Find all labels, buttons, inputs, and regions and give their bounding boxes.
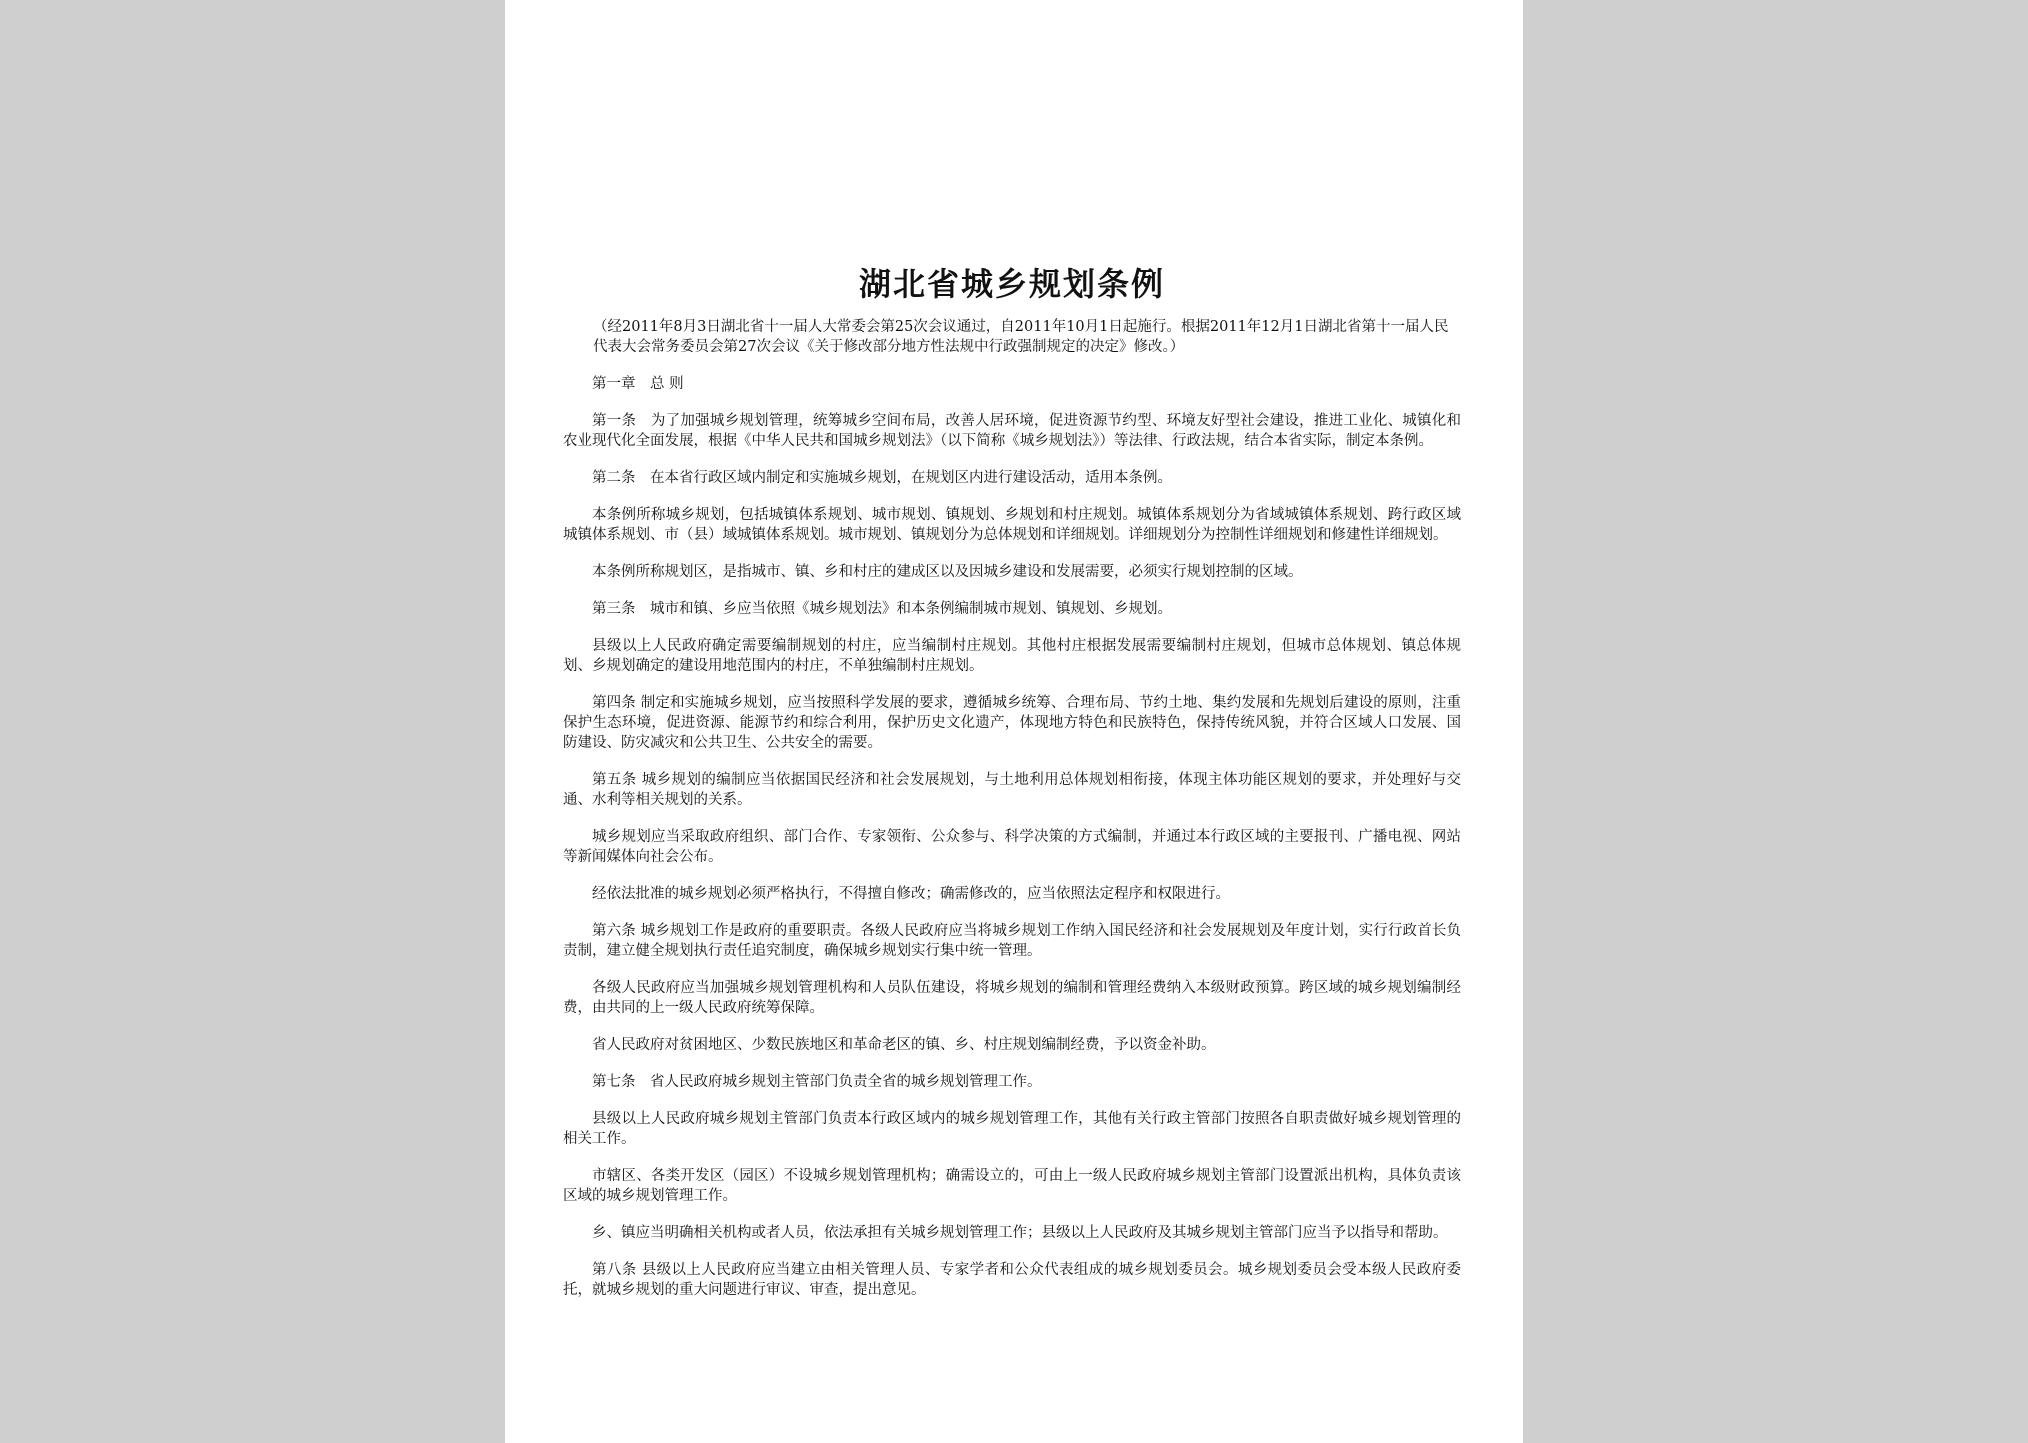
article-5-para-2: 城乡规划应当采取政府组织、部门合作、专家领衔、公众参与、科学决策的方式编制，并通过本行政区域的主要报刊、广播电视、网站等新闻媒体向社会公布。 — [563, 829, 1461, 866]
article-3-para-2: 县级以上人民政府确定需要编制规划的村庄，应当编制村庄规划。其他村庄根据发展需要编制村庄规划，但城市总体规划、镇总体规划、乡规划确定的建设用地范围内的村庄，不单独编制村庄规划。 — [563, 638, 1461, 675]
article-6: 第六条 城乡规划工作是政府的重要职责。各级人民政府应当将城乡规划工作纳入国民经济和社会发展规划及年度计划，实行行政首长负责制，建立健全规划执行责任追究制度，确保城乡规划实行集中统一管理。 — [563, 923, 1461, 960]
article-2: 第二条 在本省行政区域内制定和实施城乡规划，在规划区内进行建设活动，适用本条例。 — [592, 470, 1172, 487]
article-7-para-4: 乡、镇应当明确相关机构或者人员，依法承担有关城乡规划管理工作；县级以上人民政府及其城乡规划主管部门应当予以指导和帮助。 — [592, 1225, 1448, 1242]
article-8: 第八条 县级以上人民政府应当建立由相关管理人员、专家学者和公众代表组成的城乡规划委员会。城乡规划委员会受本级人民政府委托，就城乡规划的重大问题进行审议、审查，提出意见。 — [563, 1262, 1461, 1299]
article-7: 第七条 省人民政府城乡规划主管部门负责全省的城乡规划管理工作。 — [592, 1074, 1042, 1091]
article-6-para-2: 各级人民政府应当加强城乡规划管理机构和人员队伍建设，将城乡规划的编制和管理经费纳入本级财政预算。跨区域的城乡规划编制经费，由共同的上一级人民政府统筹保障。 — [563, 980, 1461, 1017]
article-6-para-3: 省人民政府对贫困地区、少数民族地区和革命老区的镇、乡、村庄规划编制经费，予以资金补助。 — [592, 1037, 1216, 1054]
document-page — [505, 0, 1523, 1443]
article-2-para-3: 本条例所称规划区，是指城市、镇、乡和村庄的建成区以及因城乡建设和发展需要，必须实行规划控制的区域。 — [592, 564, 1303, 581]
article-5: 第五条 城乡规划的编制应当依据国民经济和社会发展规划，与土地利用总体规划相衔接，体现主体功能区规划的要求，并处理好与交通、水利等相关规划的关系。 — [563, 772, 1461, 809]
article-2-para-2: 本条例所称城乡规划，包括城镇体系规划、城市规划、镇规划、乡规划和村庄规划。城镇体系规划分为省域城镇体系规划、跨行政区域城镇体系规划、市（县）域城镇体系规划。城市规划、镇规划分为总体规划和详细规划。详细规划分为控制性详细规划和修建性详细规划。 — [563, 507, 1461, 544]
chapter-heading: 第一章 总 则 — [592, 376, 684, 393]
article-1: 第一条 为了加强城乡规划管理，统筹城乡空间布局，改善人居环境，促进资源节约型、环境友好型社会建设，推进工业化、城镇化和农业现代化全面发展，根据《中华人民共和国城乡规划法》（以下简称《城乡规划法》）等法律、行政法规，结合本省实际，制定本条例。 — [563, 413, 1461, 450]
article-3: 第三条 城市和镇、乡应当依照《城乡规划法》和本条例编制城市规划、镇规划、乡规划。 — [592, 601, 1172, 618]
article-5-para-3: 经依法批准的城乡规划必须严格执行，不得擅自修改；确需修改的，应当依照法定程序和权限进行。 — [592, 886, 1230, 903]
article-7-para-3: 市辖区、各类开发区（园区）不设城乡规划管理机构；确需设立的，可由上一级人民政府城乡规划主管部门设置派出机构，具体负责该区域的城乡规划管理工作。 — [563, 1168, 1461, 1205]
document-note: （经2011年8月3日湖北省十一届人大常委会第25次会议通过，自2011年10月1日起施行。根据2011年12月1日湖北省第十一届人民代表大会常务委员会第27次会议《关于修改部分地方性法规中行政强制规定的决定》修改。） — [593, 319, 1449, 356]
article-4: 第四条 制定和实施城乡规划，应当按照科学发展的要求，遵循城乡统筹、合理布局、节约土地、集约发展和先规划后建设的原则，注重保护生态环境，促进资源、能源节约和综合利用，保护历史文化遗产，体现地方特色和民族特色，保持传统风貌，并符合区域人口发展、国防建设、防灾减灾和公共卫生、公共安全的需要。 — [563, 695, 1461, 752]
article-7-para-2: 县级以上人民政府城乡规划主管部门负责本行政区域内的城乡规划管理工作，其他有关行政主管部门按照各自职责做好城乡规划管理的相关工作。 — [563, 1111, 1461, 1148]
document-title: 湖北省城乡规划条例 — [858, 265, 1165, 303]
